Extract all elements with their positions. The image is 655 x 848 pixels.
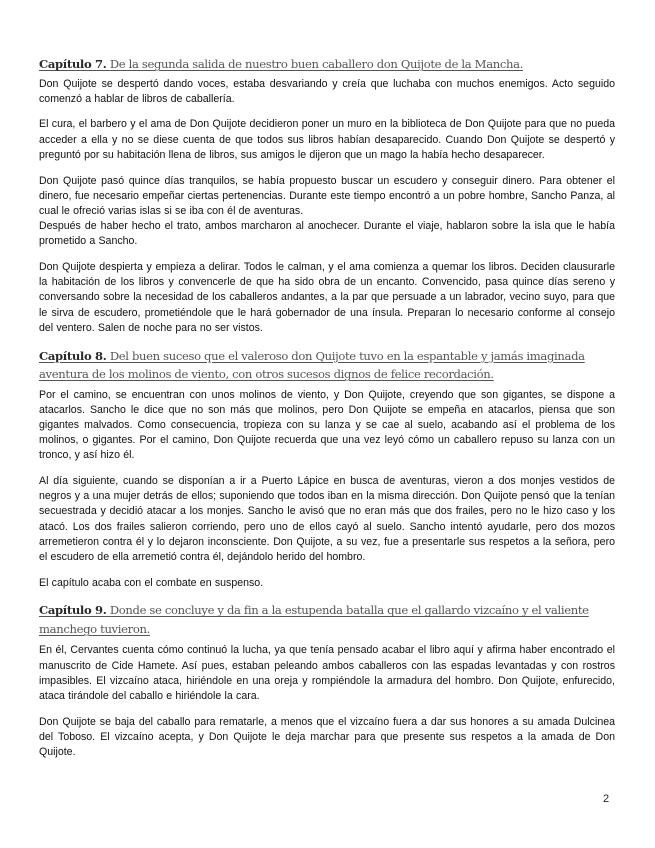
chapter-label: Capítulo 8. (39, 348, 107, 363)
paragraph: El cura, el barbero y el ama de Don Quijote decidieron poner un muro en la biblioteca de Don Quijote para que no pueda acceder a ella y no se diese cuenta de que todos sus libros habían desaparecido. Cuando Don Quijote se despertó y preguntó por su habitación llena de libros, sus amigos le dijeron que un mago la había hecho desaparecer. (39, 118, 615, 161)
chapter-heading (39, 55, 615, 74)
paragraph: En él, Cervantes cuenta cómo continuó la lucha, ya que tenía pensado acabar el libro aquí y afirma haber encontrado el manuscrito de Cide Hamete. Así pues, estaban peleando ambos caballeros con las espadas levantadas y con rostros impasibles. El vizcaíno ataca, hiriéndole en una oreja y rompiéndole la armadura del hombro. Don Quijote, enfurecido, ataca tirándole del caballo e hiriéndole la cara. (39, 644, 615, 703)
chapter-title: De la segunda salida de nuestro buen caballero don Quijote de la Mancha. (109, 57, 524, 71)
paragraph: Por el camino, se encuentran con unos molinos de viento, y Don Quijote, creyendo que son gigantes, se dispone a atacarlos. Sancho le dice que no son más que molinos, pero Don Quijote se empeña en atacarlos, piensa que son gigantes malvados. Como consecuencia, tropieza con su lanza y se cae al suelo, acabando así el problema de los molinos, o gigantes. Por el camino, Don Quijote recuerda que una vez leyó cómo un caballero repuso su lanza con un tronco, y así hizo él. (39, 388, 615, 462)
chapter-label: Capítulo 9. (39, 603, 107, 618)
chapter-title: Donde se concluye y da fin a la estupenda batalla que el gallardo vizcaíno y el valiente manchego tuvieron. (39, 603, 589, 636)
paragraph: Después de haber hecho el trato, ambos marcharon al anochecer. Durante el viaje, hablaron sobre la isla que le había prometido a Sancho. (39, 220, 615, 248)
chapter-heading (39, 347, 615, 384)
chapter-label: Capítulo 7. (39, 57, 107, 71)
chapter-8 (39, 347, 615, 591)
paragraph: Don Quijote pasó quince días tranquilos, se había propuesto buscar un escudero y conseguir dinero. Para obtener el dinero, fue necesario empeñar ciertas pertenencias. Durante este tiempo encontró a un pobre hombre, Sancho Panza, al cual le ofreció varias islas si se iba con él de aventuras. (39, 174, 615, 217)
paragraph: Don Quijote despierta y empieza a delirar. Todos le calman, y el ama comienza a quemar los libros. Deciden clausurarle la habitación de los libros y convencerle de que ha sido obra de un encanto. Convencido, pasa quince días sereno y conversando sobre la necesidad de los caballeros andantes, a la par que persuade a un labrador, vecino suyo, para que le sirva de escudero, prometiéndole que le hará gobernador de una ínsula. Preparan lo necesario conforme al consejo del ventero. Salen de noche para no ser vistos. (39, 261, 615, 334)
paragraph: Don Quijote se despertó dando voces, estaba desvariando y creía que luchaba con muchos enemigos. Acto seguido comenzó a hablar de libros de caballería. (39, 77, 615, 105)
chapter-title: Del buen suceso que el valeroso don Quijote tuvo en la espantable y jamás imaginada aventura de los molinos de viento, con otros sucesos dignos de felice recordación. (39, 348, 585, 382)
paragraph: Al día siguiente, cuando se disponían a ir a Puerto Lápice en busca de aventuras, vieron a dos monjes vestidos de negros y a una mujer detrás de ellos; suponiendo que todos iban en la misma dirección. Don Quijote pensó que la tenían secuestrada y decidió atacar a los monjes. Sancho le avisó que no eran más que dos frailes, pero no le hizo caso y los atacó. Los dos frailes salieron corriendo, pero uno de ellos cayó al suelo. Sancho intentó ayudarle, pero dos mozos arremetieron contra él y lo dejaron inconsciente. Don Quijote, a su vez, fue a presentarle sus respetos a la señora, pero el escudero de ella arremetió contra él, dejándolo herido del hombro. (39, 475, 615, 564)
document-page (39, 55, 615, 771)
paragraph: Don Quijote se baja del caballo para rematarle, a menos que el vizcaíno fuera a dar sus honores a su amada Dulcinea del Toboso. El vizcaíno acepta, y Don Quijote le deja marchar para que presente sus respetos a la amada de Don Quijote. (39, 715, 615, 759)
chapter-7 (39, 55, 615, 336)
chapter-heading (39, 601, 615, 638)
page-number: 2 (603, 793, 610, 805)
paragraph: El capítulo acaba con el combate en suspenso. (39, 576, 264, 589)
chapter-9 (39, 601, 615, 760)
